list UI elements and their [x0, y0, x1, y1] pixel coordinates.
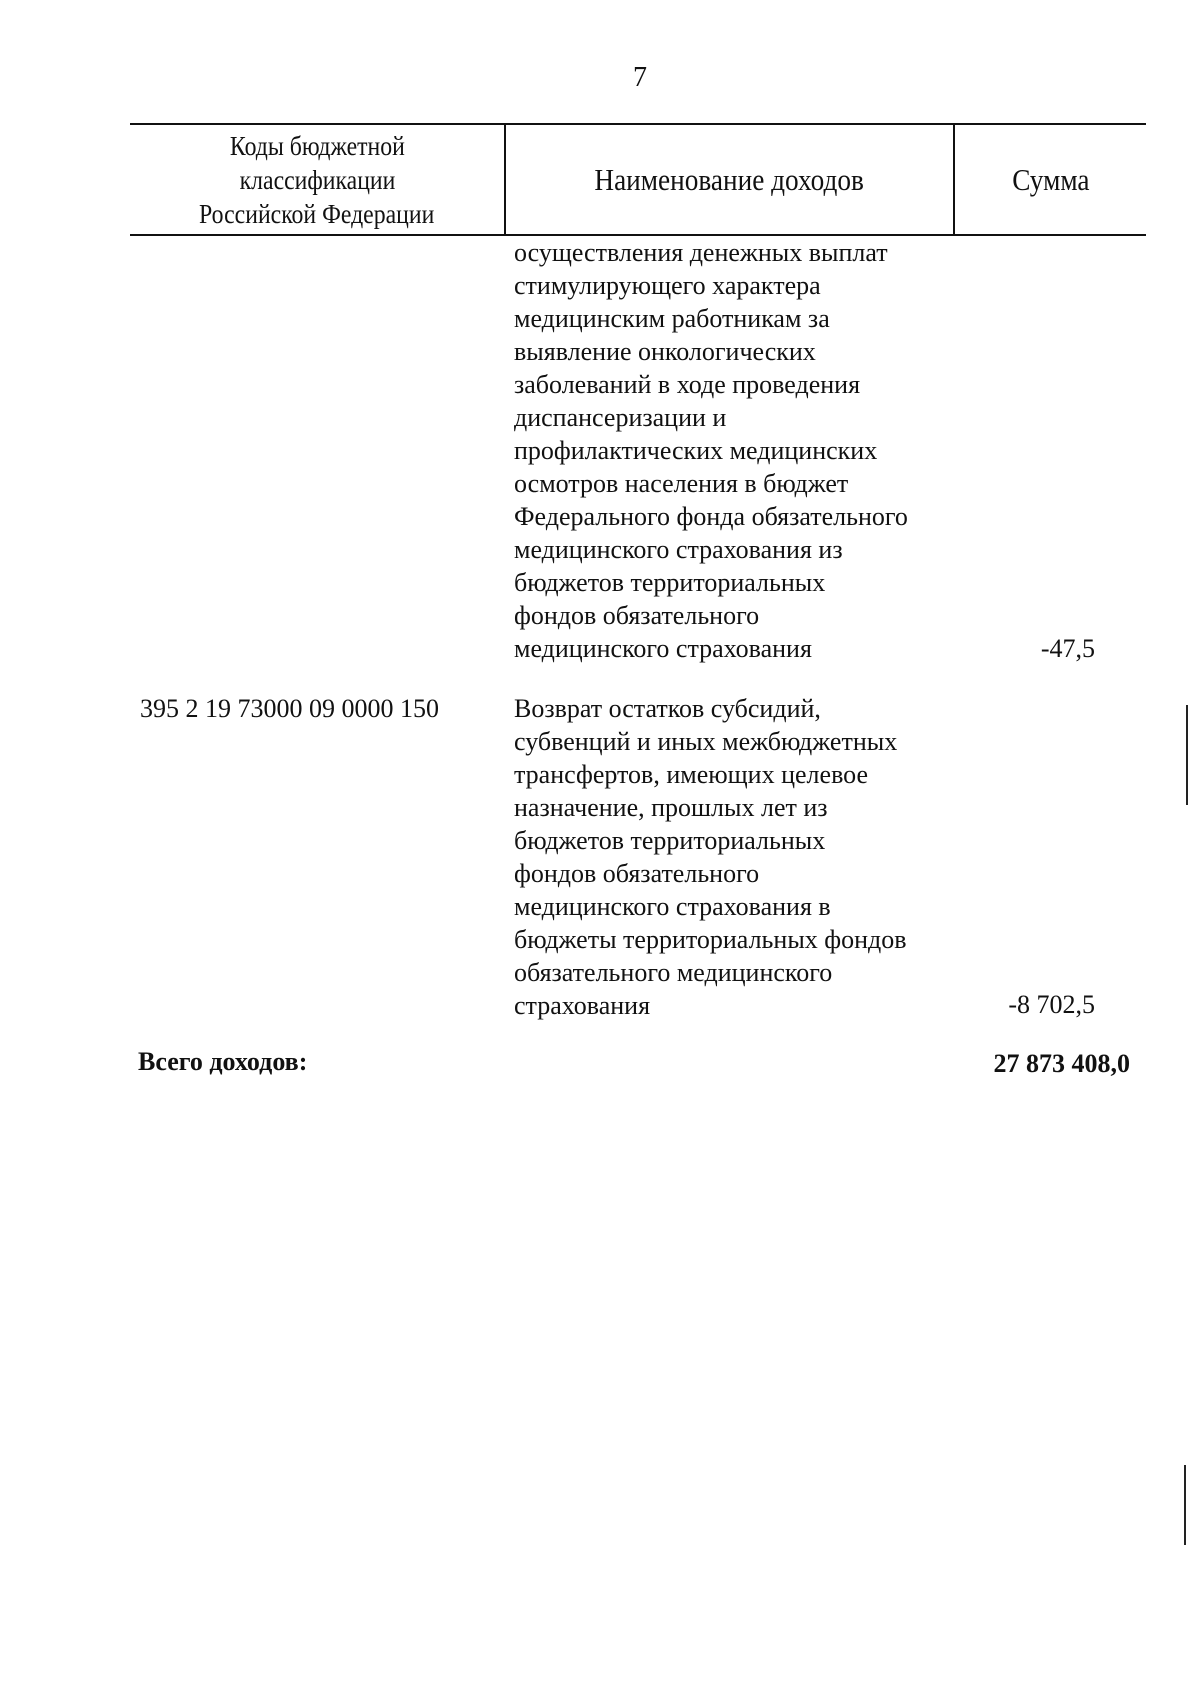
total-label: Всего доходов:: [138, 1047, 308, 1076]
page-number: 7: [633, 62, 647, 93]
row-description: осуществления денежных выплат стимулирующего характера медицинским работникам за выявление онкологических заболеваний в ходе проведения диспансеризации и профилактических медицинских осмотров населения в бюджет Федерального фонда обязательного медицинского страхования из бюджетов территориальных фондов обязательного медицинского страхования: [514, 238, 908, 663]
total-amount: 27 873 408,0: [993, 1049, 1130, 1078]
header-codes-line: Коды бюджетной: [229, 131, 405, 161]
table-header: [130, 123, 1146, 236]
header-codes-line: классификации: [239, 165, 395, 195]
row-description: Возврат остатков субсидий, субвенций и иных межбюджетных трансфертов, имеющих целевое назначение, прошлых лет из бюджетов территориальных фондов обязательного медицинского страхования в бюджеты территориальных фондов обязательного медицинского страхования: [514, 694, 907, 1020]
header-name: Наименование доходов: [594, 161, 865, 197]
scan-mark: [1184, 1465, 1186, 1545]
header-sum: Сумма: [1011, 161, 1090, 197]
scan-mark: [1186, 705, 1188, 805]
row-code: 395 2 19 73000 09 0000 150: [140, 694, 439, 723]
header-codes-line: Российской Федерации: [199, 199, 435, 229]
header-codes: [130, 129, 504, 231]
row-amount: -8 702,5: [1008, 990, 1095, 1019]
row-amount: -47,5: [1040, 634, 1095, 663]
